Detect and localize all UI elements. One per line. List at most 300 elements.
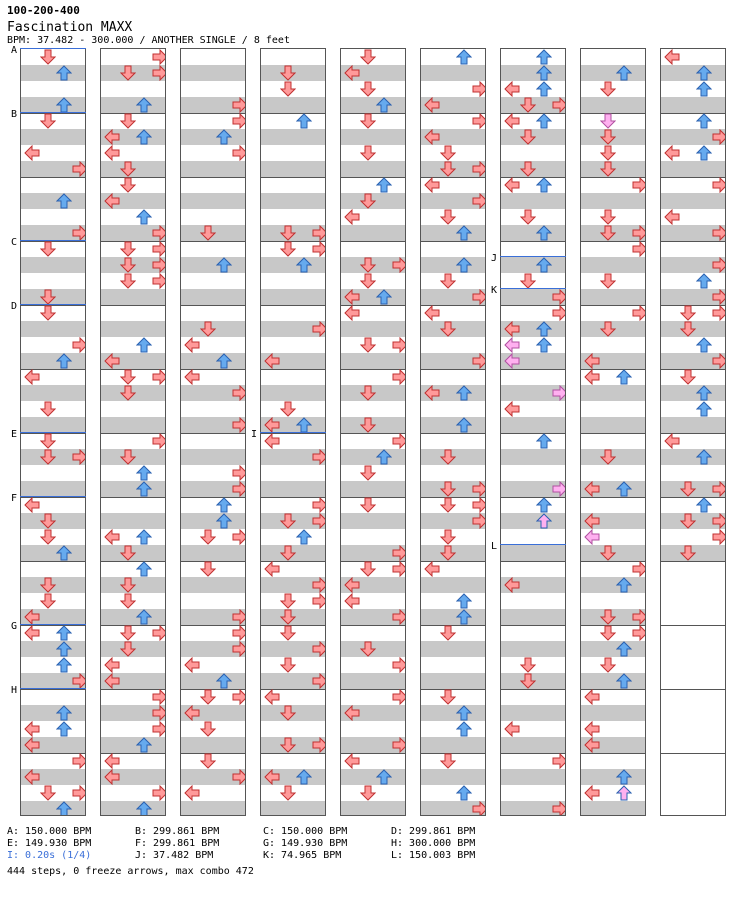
down-arrow-icon	[600, 273, 616, 289]
right-arrow-icon	[472, 113, 486, 129]
down-arrow-icon	[600, 545, 616, 561]
down-arrow-icon	[120, 385, 136, 401]
up-arrow-icon	[376, 769, 392, 785]
down-arrow-icon	[360, 81, 376, 97]
up-arrow-icon	[536, 337, 552, 353]
down-arrow-icon	[280, 657, 296, 673]
left-arrow-icon	[24, 609, 40, 625]
up-arrow-icon	[696, 401, 712, 417]
left-arrow-icon	[504, 577, 520, 593]
down-arrow-icon	[280, 785, 296, 801]
left-arrow-icon	[264, 561, 280, 577]
up-arrow-icon	[56, 625, 72, 641]
down-arrow-icon	[600, 625, 616, 641]
down-arrow-icon	[600, 657, 616, 673]
bpm-change-line	[20, 48, 86, 49]
down-arrow-icon	[600, 321, 616, 337]
measure-line	[101, 305, 165, 306]
right-arrow-icon	[312, 225, 326, 241]
left-arrow-icon	[424, 129, 440, 145]
down-arrow-icon	[280, 625, 296, 641]
measure-line	[501, 689, 565, 690]
left-arrow-icon	[104, 129, 120, 145]
right-arrow-icon	[152, 625, 166, 641]
measure-line	[501, 561, 565, 562]
chart-column	[100, 48, 166, 816]
left-arrow-icon	[664, 145, 680, 161]
down-arrow-icon	[120, 593, 136, 609]
down-arrow-icon	[120, 625, 136, 641]
right-arrow-icon	[632, 609, 646, 625]
up-arrow-icon	[456, 225, 472, 241]
down-arrow-icon	[440, 449, 456, 465]
down-arrow-icon	[120, 257, 136, 273]
left-arrow-icon	[344, 705, 360, 721]
down-arrow-icon	[40, 113, 56, 129]
up-arrow-icon	[696, 449, 712, 465]
up-arrow-icon	[56, 353, 72, 369]
right-arrow-icon	[552, 289, 566, 305]
right-arrow-icon	[392, 257, 406, 273]
left-arrow-icon	[584, 369, 600, 385]
up-arrow-icon	[376, 289, 392, 305]
down-arrow-icon	[520, 161, 536, 177]
down-arrow-icon	[40, 305, 56, 321]
measure-line	[501, 369, 565, 370]
measure-line	[261, 305, 325, 306]
up-arrow-icon	[696, 113, 712, 129]
right-arrow-icon	[72, 161, 86, 177]
up-arrow-icon	[136, 337, 152, 353]
up-arrow-icon	[456, 785, 472, 801]
chart-subtitle: BPM: 37.482 - 300.000 / ANOTHER SINGLE / 8 feet	[7, 35, 290, 46]
left-arrow-icon	[104, 529, 120, 545]
right-arrow-icon	[392, 433, 406, 449]
up-arrow-icon	[216, 513, 232, 529]
left-arrow-icon	[104, 193, 120, 209]
up-arrow-icon	[216, 257, 232, 273]
left-arrow-icon	[184, 337, 200, 353]
down-arrow-icon	[40, 593, 56, 609]
bpm-marker: D	[11, 301, 18, 312]
down-arrow-icon	[40, 49, 56, 65]
left-arrow-icon	[504, 401, 520, 417]
measure-line	[501, 497, 565, 498]
right-arrow-icon	[152, 225, 166, 241]
up-arrow-icon	[696, 337, 712, 353]
measure-line	[341, 241, 405, 242]
down-arrow-icon	[600, 81, 616, 97]
measure-line	[261, 177, 325, 178]
measure-line	[261, 113, 325, 114]
right-arrow-icon	[712, 529, 726, 545]
right-arrow-icon	[712, 289, 726, 305]
up-arrow-icon	[616, 65, 632, 81]
left-arrow-icon	[184, 657, 200, 673]
left-arrow-icon	[584, 529, 600, 545]
right-arrow-icon	[472, 801, 486, 816]
down-arrow-icon	[520, 673, 536, 689]
bpm-marker: K	[491, 285, 498, 296]
right-arrow-icon	[552, 385, 566, 401]
up-arrow-icon	[56, 545, 72, 561]
down-arrow-icon	[360, 465, 376, 481]
song-title: Fascination MAXX	[7, 20, 133, 35]
measure-line	[181, 497, 245, 498]
right-arrow-icon	[152, 689, 166, 705]
right-arrow-icon	[312, 321, 326, 337]
left-arrow-icon	[264, 769, 280, 785]
right-arrow-icon	[232, 145, 246, 161]
left-arrow-icon	[24, 369, 40, 385]
right-arrow-icon	[232, 465, 246, 481]
right-arrow-icon	[232, 385, 246, 401]
down-arrow-icon	[40, 433, 56, 449]
up-arrow-icon	[456, 721, 472, 737]
down-arrow-icon	[440, 625, 456, 641]
bpm-legend-entry: K: 74.965 BPM	[263, 850, 342, 861]
down-arrow-icon	[440, 321, 456, 337]
down-arrow-icon	[440, 689, 456, 705]
right-arrow-icon	[472, 81, 486, 97]
down-arrow-icon	[120, 577, 136, 593]
left-arrow-icon	[504, 721, 520, 737]
down-arrow-icon	[200, 321, 216, 337]
left-arrow-icon	[584, 689, 600, 705]
measure-line	[581, 497, 645, 498]
chart-column	[580, 48, 646, 816]
down-arrow-icon	[360, 145, 376, 161]
right-arrow-icon	[232, 529, 246, 545]
right-arrow-icon	[712, 177, 726, 193]
left-arrow-icon	[424, 561, 440, 577]
down-arrow-icon	[120, 641, 136, 657]
bpm-marker: J	[491, 253, 498, 264]
left-arrow-icon	[24, 737, 40, 753]
left-arrow-icon	[184, 369, 200, 385]
left-arrow-icon	[664, 433, 680, 449]
bpm-marker: F	[11, 493, 18, 504]
up-arrow-icon	[696, 145, 712, 161]
down-arrow-icon	[680, 513, 696, 529]
down-arrow-icon	[520, 273, 536, 289]
bpm-marker: G	[11, 621, 18, 632]
down-arrow-icon	[440, 545, 456, 561]
right-arrow-icon	[232, 417, 246, 433]
up-arrow-icon	[456, 385, 472, 401]
down-arrow-icon	[600, 449, 616, 465]
up-arrow-icon	[696, 65, 712, 81]
measure-line	[101, 561, 165, 562]
down-arrow-icon	[120, 177, 136, 193]
up-arrow-icon	[616, 769, 632, 785]
down-arrow-icon	[360, 497, 376, 513]
down-arrow-icon	[360, 113, 376, 129]
down-arrow-icon	[40, 241, 56, 257]
up-arrow-icon	[296, 769, 312, 785]
left-arrow-icon	[424, 305, 440, 321]
up-arrow-icon	[616, 369, 632, 385]
up-arrow-icon	[536, 225, 552, 241]
right-arrow-icon	[72, 785, 86, 801]
right-arrow-icon	[312, 593, 326, 609]
bpm-marker: H	[11, 685, 18, 696]
right-arrow-icon	[552, 481, 566, 497]
up-arrow-icon	[536, 497, 552, 513]
down-arrow-icon	[360, 337, 376, 353]
bpm-change-line	[20, 240, 86, 241]
up-arrow-icon	[56, 801, 72, 816]
left-arrow-icon	[24, 721, 40, 737]
left-arrow-icon	[104, 353, 120, 369]
right-arrow-icon	[392, 657, 406, 673]
up-arrow-icon	[216, 497, 232, 513]
right-arrow-icon	[632, 561, 646, 577]
measure-line	[421, 369, 485, 370]
down-arrow-icon	[600, 209, 616, 225]
right-arrow-icon	[472, 497, 486, 513]
right-arrow-icon	[552, 753, 566, 769]
right-arrow-icon	[392, 545, 406, 561]
down-arrow-icon	[680, 305, 696, 321]
left-arrow-icon	[264, 353, 280, 369]
right-arrow-icon	[72, 673, 86, 689]
up-arrow-icon	[616, 641, 632, 657]
up-arrow-icon	[296, 417, 312, 433]
chart-column	[660, 48, 726, 816]
down-arrow-icon	[40, 401, 56, 417]
bpm-legend-entry: J: 37.482 BPM	[135, 850, 214, 861]
left-arrow-icon	[344, 577, 360, 593]
right-arrow-icon	[232, 609, 246, 625]
right-arrow-icon	[152, 433, 166, 449]
left-arrow-icon	[504, 353, 520, 369]
right-arrow-icon	[392, 369, 406, 385]
left-arrow-icon	[104, 145, 120, 161]
bpm-change-line	[500, 544, 566, 545]
down-arrow-icon	[600, 161, 616, 177]
bpm-change-line	[20, 624, 86, 625]
right-arrow-icon	[312, 641, 326, 657]
down-arrow-icon	[600, 113, 616, 129]
left-arrow-icon	[104, 673, 120, 689]
bpm-change-line	[20, 304, 86, 305]
right-arrow-icon	[472, 481, 486, 497]
up-arrow-icon	[456, 417, 472, 433]
measure-line	[661, 497, 725, 498]
bpm-legend-entry: E: 149.930 BPM	[7, 838, 92, 849]
bpm-change-line	[20, 432, 86, 433]
right-arrow-icon	[232, 689, 246, 705]
up-arrow-icon	[136, 97, 152, 113]
down-arrow-icon	[360, 785, 376, 801]
left-arrow-icon	[584, 785, 600, 801]
bpm-change-line	[500, 256, 566, 257]
bpm-marker: L	[491, 541, 498, 552]
down-arrow-icon	[680, 321, 696, 337]
down-arrow-icon	[280, 81, 296, 97]
up-arrow-icon	[56, 705, 72, 721]
right-arrow-icon	[232, 641, 246, 657]
measure-line	[341, 625, 405, 626]
measure-line	[661, 625, 725, 626]
left-arrow-icon	[504, 177, 520, 193]
right-arrow-icon	[312, 497, 326, 513]
up-arrow-icon	[696, 385, 712, 401]
down-arrow-icon	[600, 129, 616, 145]
left-arrow-icon	[104, 657, 120, 673]
right-arrow-icon	[152, 65, 166, 81]
left-arrow-icon	[424, 385, 440, 401]
down-arrow-icon	[440, 145, 456, 161]
up-arrow-icon	[136, 529, 152, 545]
chart-column	[420, 48, 486, 816]
up-arrow-icon	[616, 577, 632, 593]
right-arrow-icon	[72, 225, 86, 241]
measure-line	[21, 689, 85, 690]
down-arrow-icon	[360, 561, 376, 577]
down-arrow-icon	[440, 209, 456, 225]
bpm-change-line	[500, 288, 566, 289]
right-arrow-icon	[312, 737, 326, 753]
down-arrow-icon	[520, 657, 536, 673]
down-arrow-icon	[520, 97, 536, 113]
right-arrow-icon	[632, 625, 646, 641]
right-arrow-icon	[632, 241, 646, 257]
down-arrow-icon	[200, 225, 216, 241]
down-arrow-icon	[360, 641, 376, 657]
right-arrow-icon	[632, 177, 646, 193]
left-arrow-icon	[344, 65, 360, 81]
down-arrow-icon	[200, 753, 216, 769]
down-arrow-icon	[440, 753, 456, 769]
measure-line	[261, 753, 325, 754]
up-arrow-icon	[296, 113, 312, 129]
up-arrow-icon	[136, 465, 152, 481]
right-arrow-icon	[312, 673, 326, 689]
right-arrow-icon	[152, 241, 166, 257]
measure-line	[661, 561, 725, 562]
down-arrow-icon	[40, 513, 56, 529]
left-arrow-icon	[424, 177, 440, 193]
measure-line	[661, 113, 725, 114]
left-arrow-icon	[504, 113, 520, 129]
left-arrow-icon	[264, 417, 280, 433]
down-arrow-icon	[40, 529, 56, 545]
up-arrow-icon	[696, 273, 712, 289]
down-arrow-icon	[280, 545, 296, 561]
up-arrow-icon	[56, 721, 72, 737]
bpm-legend-entry: A: 150.000 BPM	[7, 826, 92, 837]
bpm-legend-entry: H: 300.000 BPM	[391, 838, 476, 849]
down-arrow-icon	[600, 609, 616, 625]
left-arrow-icon	[24, 625, 40, 641]
left-arrow-icon	[584, 737, 600, 753]
measure-line	[661, 689, 725, 690]
up-arrow-icon	[56, 641, 72, 657]
up-arrow-icon	[536, 177, 552, 193]
measure-line	[661, 241, 725, 242]
down-arrow-icon	[40, 785, 56, 801]
down-arrow-icon	[600, 225, 616, 241]
up-arrow-icon	[136, 801, 152, 816]
left-arrow-icon	[344, 305, 360, 321]
right-arrow-icon	[392, 609, 406, 625]
up-arrow-icon	[56, 65, 72, 81]
bpm-marker: I	[251, 429, 258, 440]
right-arrow-icon	[472, 193, 486, 209]
left-arrow-icon	[24, 497, 40, 513]
down-arrow-icon	[680, 481, 696, 497]
measure-line	[181, 433, 245, 434]
measure-line	[101, 497, 165, 498]
down-arrow-icon	[280, 609, 296, 625]
bpm-legend-entry: C: 150.000 BPM	[263, 826, 348, 837]
left-arrow-icon	[24, 145, 40, 161]
down-arrow-icon	[200, 529, 216, 545]
right-arrow-icon	[152, 785, 166, 801]
right-arrow-icon	[712, 225, 726, 241]
up-arrow-icon	[136, 561, 152, 577]
down-arrow-icon	[280, 65, 296, 81]
right-arrow-icon	[472, 513, 486, 529]
up-arrow-icon	[216, 353, 232, 369]
left-arrow-icon	[344, 593, 360, 609]
right-arrow-icon	[712, 129, 726, 145]
measure-line	[21, 561, 85, 562]
measure-line	[501, 625, 565, 626]
up-arrow-icon	[216, 673, 232, 689]
left-arrow-icon	[664, 49, 680, 65]
left-arrow-icon	[344, 289, 360, 305]
bpm-marker: B	[11, 109, 18, 120]
down-arrow-icon	[280, 241, 296, 257]
down-arrow-icon	[600, 145, 616, 161]
down-arrow-icon	[360, 49, 376, 65]
down-arrow-icon	[360, 385, 376, 401]
down-arrow-icon	[120, 273, 136, 289]
up-arrow-icon	[136, 129, 152, 145]
left-arrow-icon	[344, 209, 360, 225]
measure-line	[581, 753, 645, 754]
down-arrow-icon	[440, 273, 456, 289]
down-arrow-icon	[120, 241, 136, 257]
right-arrow-icon	[312, 241, 326, 257]
left-arrow-icon	[184, 705, 200, 721]
bpm-change-line	[20, 688, 86, 689]
up-arrow-icon	[376, 97, 392, 113]
right-arrow-icon	[72, 337, 86, 353]
left-arrow-icon	[264, 433, 280, 449]
down-arrow-icon	[440, 481, 456, 497]
up-arrow-icon	[536, 257, 552, 273]
up-arrow-icon	[456, 49, 472, 65]
right-arrow-icon	[472, 353, 486, 369]
down-arrow-icon	[120, 369, 136, 385]
up-arrow-icon	[616, 785, 632, 801]
right-arrow-icon	[152, 49, 166, 65]
down-arrow-icon	[360, 273, 376, 289]
right-arrow-icon	[312, 577, 326, 593]
left-arrow-icon	[664, 209, 680, 225]
right-arrow-icon	[152, 257, 166, 273]
score-label: 100-200-400	[7, 4, 80, 17]
down-arrow-icon	[520, 209, 536, 225]
bpm-legend-entry: D: 299.861 BPM	[391, 826, 476, 837]
right-arrow-icon	[392, 561, 406, 577]
right-arrow-icon	[152, 273, 166, 289]
up-arrow-icon	[536, 113, 552, 129]
